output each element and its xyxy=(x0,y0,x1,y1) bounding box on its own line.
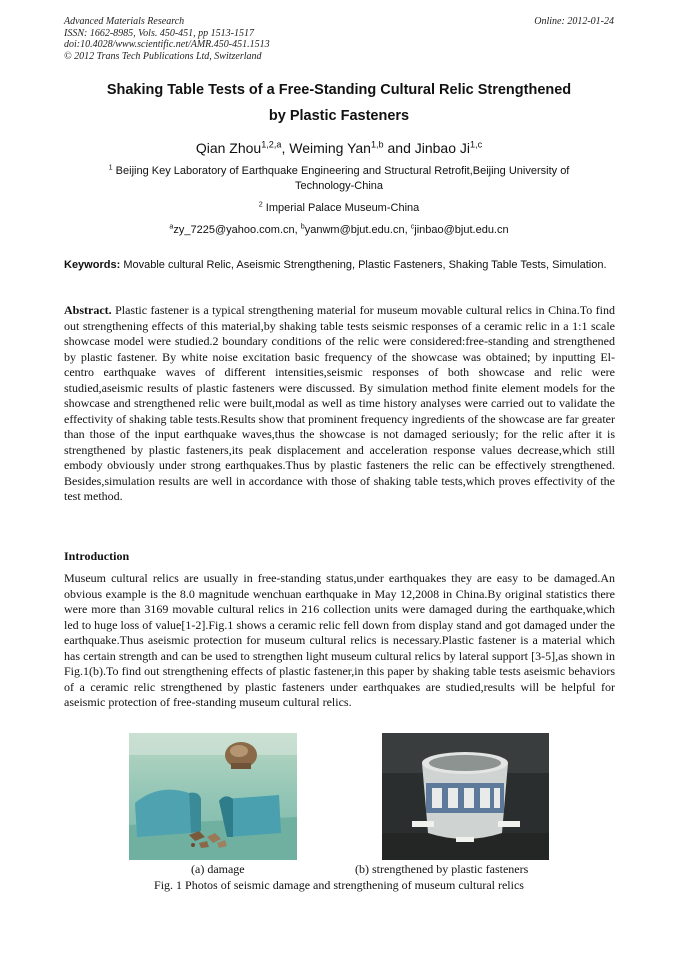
author-affil-mark: 1,c xyxy=(470,139,483,150)
affiliation-2 xyxy=(40,201,638,216)
affiliation-1 xyxy=(70,164,608,194)
running-header xyxy=(64,16,270,62)
affiliation-text: Imperial Palace Museum-China xyxy=(265,202,420,214)
issn-line: ISSN: 1662-8985, Vols. 450-451, pp 1513-1517 xyxy=(64,27,254,39)
email-address[interactable]: zy_7225@yahoo.com.cn xyxy=(173,224,295,236)
email-address[interactable]: yanwm@bjut.edu.cn xyxy=(304,224,405,236)
author-separator: and xyxy=(383,140,415,156)
doi-line: doi:10.4028/www.scientific.net/AMR.450-451.1513 xyxy=(64,39,270,50)
figure-caption-b: (b) strengthened by plastic fasteners xyxy=(355,862,529,876)
author-list xyxy=(40,140,638,156)
author-name: Qian Zhou xyxy=(195,140,262,156)
email-list xyxy=(40,223,638,238)
author-affil-mark: 1,b xyxy=(370,139,384,150)
affiliation-text: Beijing Key Laboratory of Earthquake Engineering and Structural Retrofit,Beijing University of xyxy=(115,165,570,177)
email-address[interactable]: jinbao@bjut.edu.cn xyxy=(414,224,509,236)
keywords-text: Movable cultural Relic, Aseismic Strengthening, Plastic Fasteners, Shaking Table Tests, Simulation. xyxy=(123,259,607,271)
keywords-label: Keywords: xyxy=(64,259,121,271)
copyright-line: © 2012 Trans Tech Publications Ltd, Switzerland xyxy=(64,50,262,62)
figure-caption-a: (a) damage xyxy=(191,862,245,876)
affiliation-text: Technology-China xyxy=(294,180,384,192)
abstract-text: Plastic fastener is a typical strengthening material for museum movable cultural relics in China.To find out strengthening effects of this material,by shaking table tests seismic responses of a ceramic relic in a 1:1 scale showcase model were studied.2 boundary conditions of the relic were considered:free-standing and strengthened by plastic fastener. By white noise excitation basic frequency of the showcase was obtained; by inputting El-centro earthquake waves of different intensities,seismic responses of both showcase and relic were studied,aseismic results of plastic fasteners were discussed. By simulation method finite element models for the showcase and strengthened relic were built,modal as well as time history analyses were carried out to validate the effectivity of shaking table tests.Results show that prominent frequency ingredients of the showcase are far greater than those of the input earthquake waves,thus the showcase is not damaged seriously; for the relic after it is strengthened by plastic fasteners,its peak displacement and acceleration response values decrease,which still embody obviously under strong earthquakes.Thus by plastic fasteners the relic can be effectively strengthened. Besides,simulation results are well in accordance with those of shaking table tests,which proves effectivity of the test method. xyxy=(64,303,615,503)
paper-title-line-1: Shaking Table Tests of a Free-Standing Cultural Relic Strengthened xyxy=(106,82,572,98)
figure-photo-damage xyxy=(129,733,297,860)
introduction-text: Museum cultural relics are usually in free-standing status,under earthquakes they are easy to be damaged.An obvious example is the 8.0 magnitude wenchuan earthquake in May 12,2008 in China.By original statistics there were more than 3169 movable cultural relics in 216 collection units were damaged during the earthquake,which led to huge loss of value[1-2].Fig.1 shows a ceramic relic fell down from display stand and got damaged under the earthquake.Thus aseismic protection for museum cultural relics is necessary.Plastic fastener is a material which has certain strength and can be used to strengthen light museum cultural relics by lateral support [3-5],as shown in Fig.1(b).To find out strengthening effects of plastic fastener,in this paper by shaking table tests aseismic behaviors of a ceramic relic strengthened by plastic fasteners under earthquakes are studied,results will be helpful for aseismic protection of free-standing museum cultural relics. xyxy=(64,571,615,709)
strengthened-photo-illustration xyxy=(382,733,549,860)
email-mark: c xyxy=(410,222,415,231)
author-name: Jinbao Ji xyxy=(414,140,471,156)
damage-photo-illustration xyxy=(129,733,297,860)
abstract xyxy=(64,303,615,505)
affiliation-mark: 1 xyxy=(108,163,113,172)
email-mark: a xyxy=(169,222,174,231)
author-name: Weiming Yan xyxy=(289,140,371,156)
figure-caption: Fig. 1 Photos of seismic damage and strengthening of museum cultural relics xyxy=(154,878,524,892)
email-separator: , xyxy=(404,224,411,236)
introduction-body xyxy=(64,571,615,711)
journal-name: Advanced Materials Research xyxy=(64,16,185,27)
affiliation-mark: 2 xyxy=(258,200,263,209)
email-mark: b xyxy=(300,222,305,231)
online-date: Online: 2012-01-24 xyxy=(534,16,614,27)
figure-photo-strengthened xyxy=(382,733,549,860)
author-affil-mark: 1,2,a xyxy=(261,139,282,150)
abstract-label: Abstract. xyxy=(64,303,112,317)
author-separator: , xyxy=(281,140,290,156)
section-heading-introduction: Introduction xyxy=(64,549,130,563)
keywords xyxy=(64,258,617,273)
paper-title-line-2: by Plastic Fasteners xyxy=(268,108,410,124)
email-separator: , xyxy=(294,224,301,236)
